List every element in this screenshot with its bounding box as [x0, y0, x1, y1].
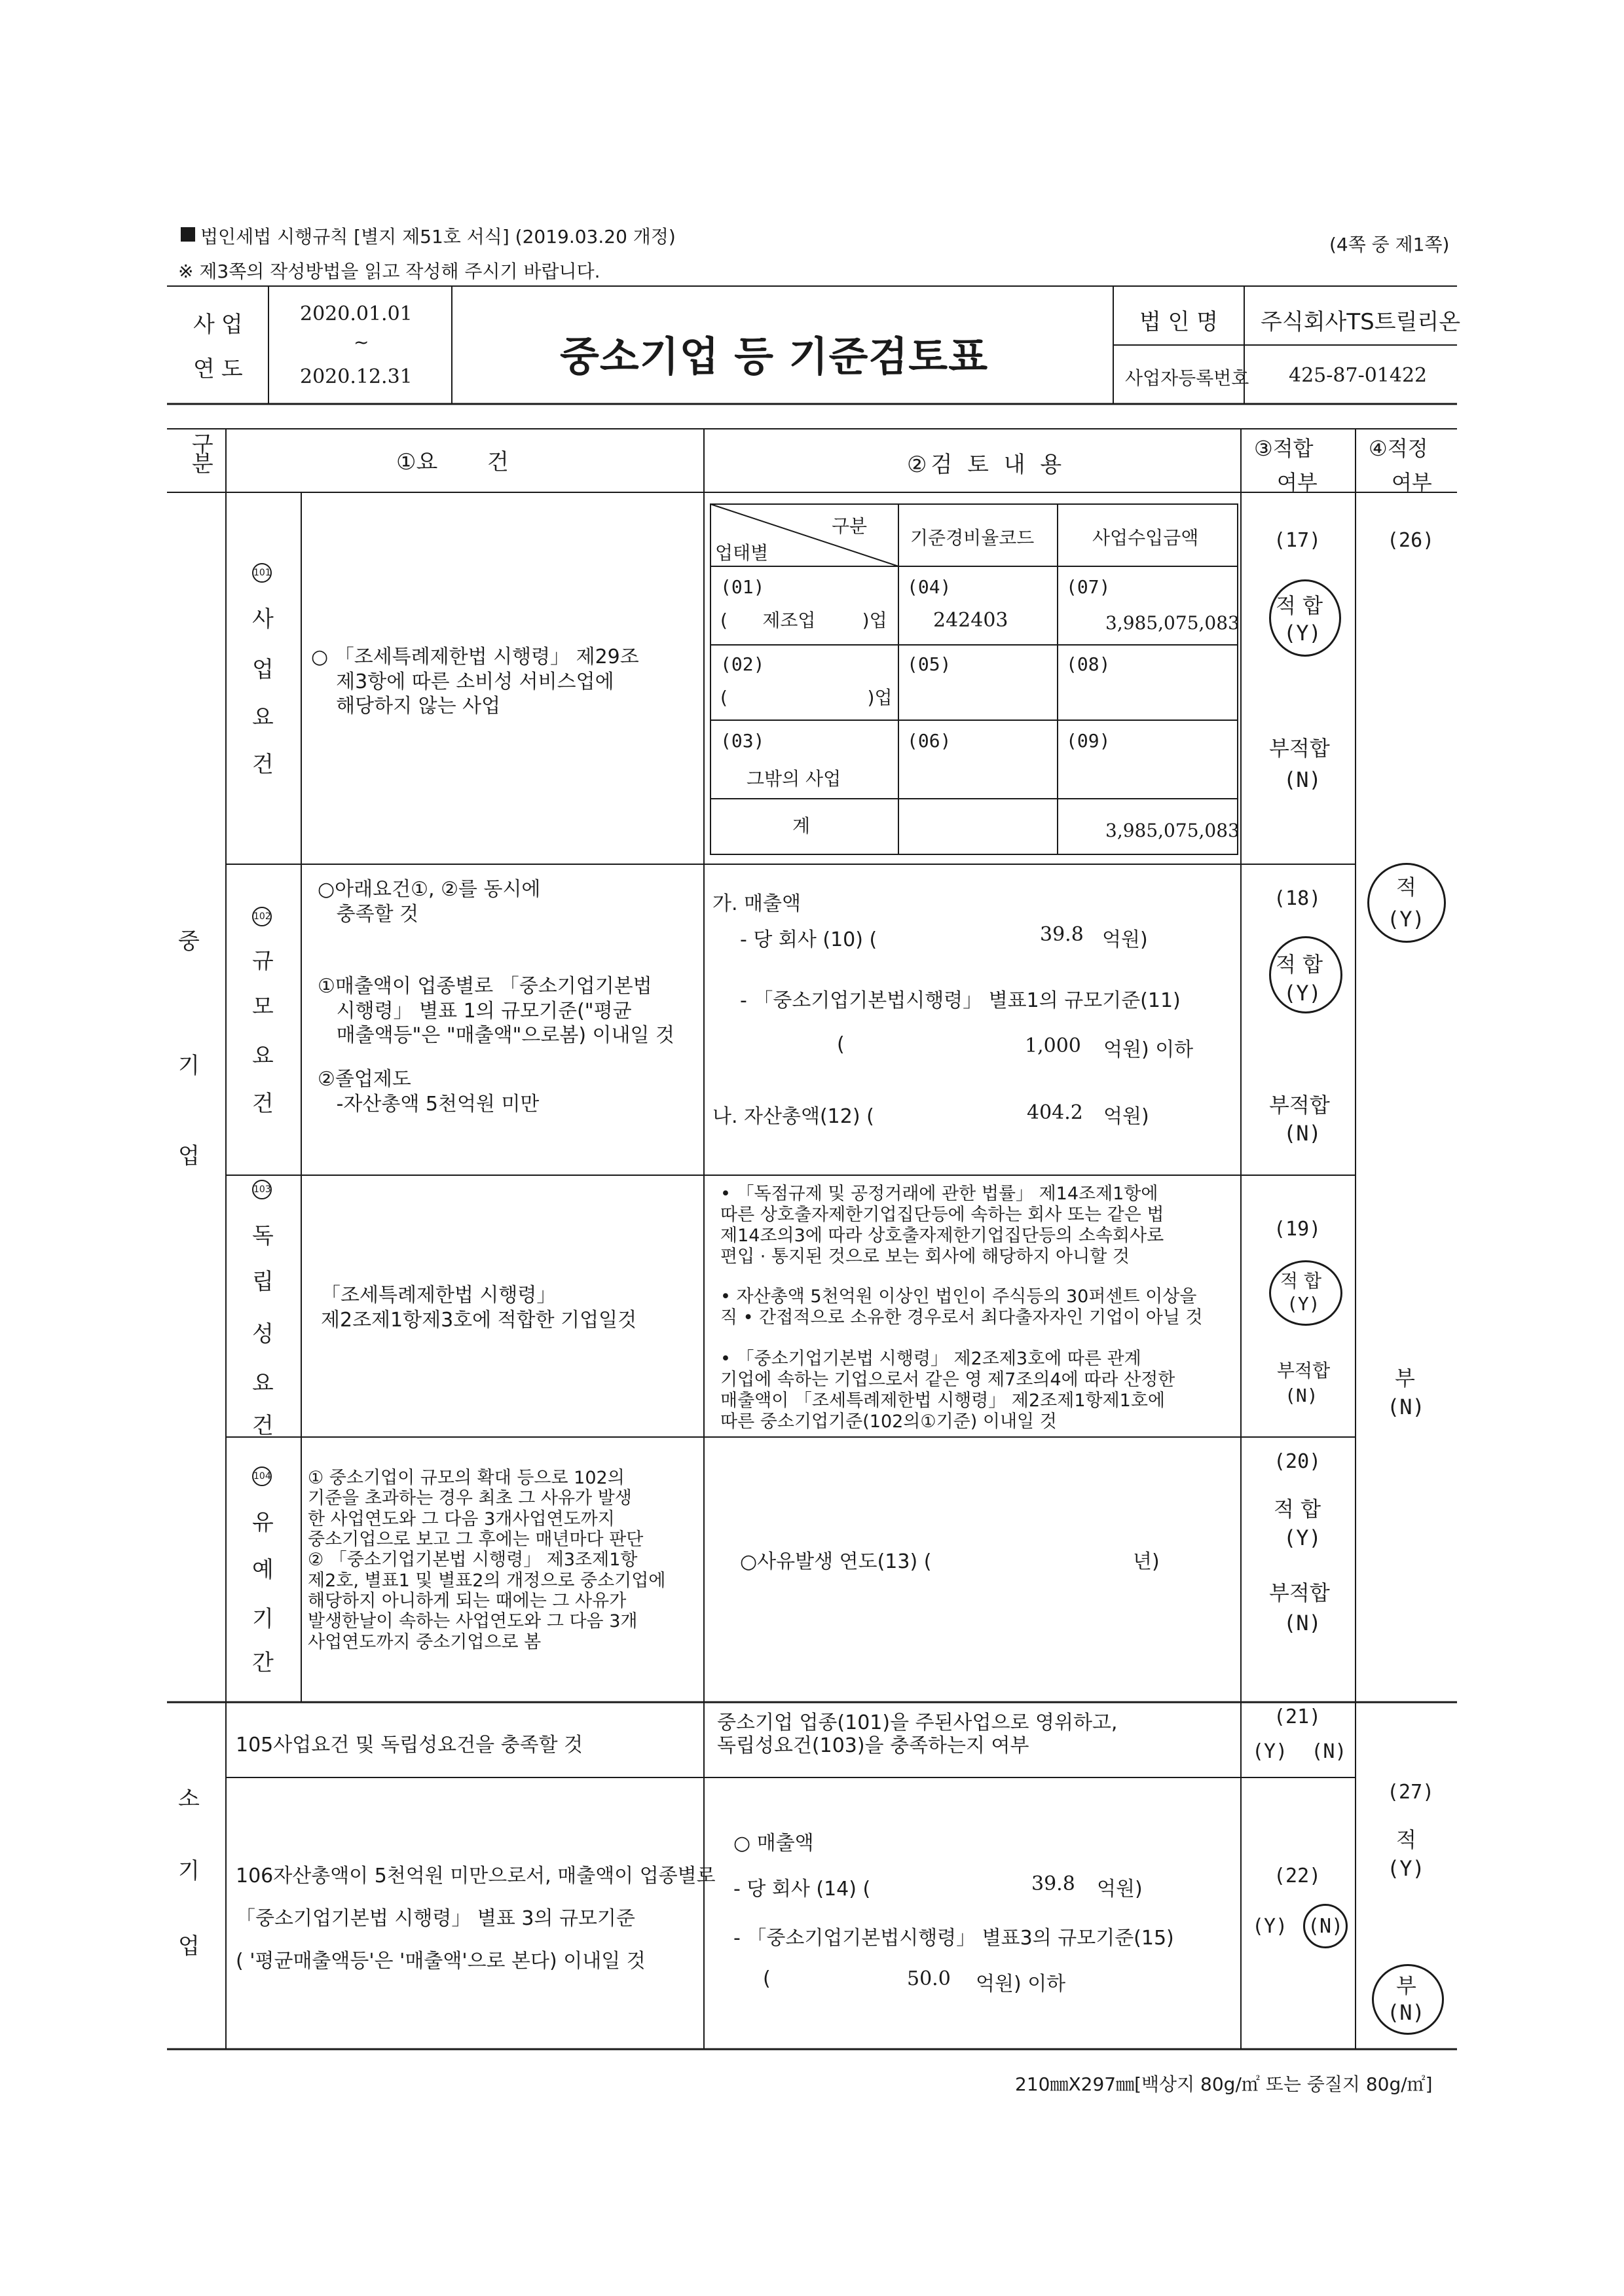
period-to: 2020.12.31 [300, 365, 413, 388]
s103-requirement: 「조세특례제한법 시행령」 제2조제1항제3호에 적합한 기업일것 [321, 1284, 637, 1332]
col-fit: ③적합 [1254, 436, 1314, 461]
s101-row1-no: (01) [720, 576, 765, 598]
s101-row1-rev: 3,985,075,083 [1105, 612, 1240, 634]
corp-name: 주식회사TS트릴리온 [1261, 309, 1461, 335]
s102-req1: ○아래요건①, ②를 동시에 충족할 것 [318, 878, 541, 926]
s103-review2: • 자산총액 5천억원 이상인 법인이 주식등의 30퍼센트 이상을 직 • 간접적으로 소유한 경우로서 최다출자자인 기업이 아닐 것 [720, 1286, 1203, 1328]
s101-row2-rev-no: (08) [1066, 653, 1111, 675]
s104-fit-no: (20) [1274, 1450, 1321, 1473]
s106-eligible-yes-y: (Y) [1387, 1856, 1425, 1881]
s106-rev-company: - 당 회사 (14) ( [733, 1878, 871, 1901]
col-eligible: ④적정 [1369, 436, 1428, 461]
s102-req3: ②졸업제도 -자산총액 5천억원 미만 [318, 1068, 540, 1116]
corp-name-label: 법 인 명 [1139, 309, 1219, 335]
side-sme-3: 업 [178, 1143, 200, 1169]
s101-row2-name: ( )업 [720, 687, 893, 708]
label-year: 연도 [193, 356, 249, 382]
biz-reg-label: 사업자등록번호 [1125, 367, 1249, 389]
s103-fit-no: (19) [1274, 1218, 1321, 1241]
s106-fit-y: (Y) [1252, 1915, 1288, 1938]
col-requirement: ①요 건 [396, 449, 509, 475]
s106-requirement-3: ( '평균매출액등'은 '매출액'으로 본다) 이내일 것 [236, 1950, 646, 1973]
side-small-3: 업 [178, 1933, 200, 1959]
s106-requirement-1: 106자산총액이 5천억원 미만으로서, 매출액이 업종별로 [236, 1865, 716, 1887]
s102-fit-no: (18) [1274, 887, 1321, 910]
s101-row1-rev-no: (07) [1066, 576, 1111, 598]
paper-spec: 210㎜X297㎜[백상지 80g/㎡ 또는 중질지 80g/㎡] [1015, 2073, 1433, 2095]
s105-fit-yn: (Y) (N) [1252, 1740, 1347, 1763]
s101-fit-yes-y: (Y) [1283, 621, 1321, 646]
s102-label-4: 건 [252, 1091, 274, 1117]
s106-fit-n: (N) [1308, 1915, 1344, 1938]
s106-rev-std-value: 50.0 [907, 1967, 951, 1990]
col-fit2: 여부 [1277, 470, 1318, 495]
s103-label-4: 요 [252, 1370, 274, 1396]
s101-eligible-no: (26) [1387, 529, 1435, 552]
side-small-2: 기 [178, 1858, 200, 1884]
badge-104: 104 [252, 1467, 272, 1486]
s102-asset-value: 404.2 [1027, 1101, 1083, 1124]
s106-rev-std-unit: 억원) 이하 [976, 1973, 1066, 1995]
s105-requirement: 105사업요건 및 독립성요건을 충족할 것 [236, 1734, 583, 1757]
s101-th-type: 업태별 [715, 542, 769, 564]
s101-th-revenue: 사업수입금액 [1092, 527, 1199, 549]
s102-label-3: 요 [252, 1043, 274, 1069]
s104-label-2: 예 [252, 1557, 274, 1583]
s105-review: 중소기업 업종(101)을 주된사업으로 영위하고, 독립성요건(103)을 충족하는지 여부 [717, 1711, 1118, 1757]
s102-rev-std: - 「중소기업기본법시행령」 별표1의 규모기준(11) [740, 989, 1181, 1012]
side-small-1: 소 [178, 1786, 200, 1812]
s103-label-1: 독 [252, 1223, 274, 1249]
period-from: 2020.01.01 [300, 302, 413, 325]
col-review: ②검 토 내 용 [907, 452, 1066, 478]
s101-row1-name: ( 제조업 )업 [720, 610, 887, 631]
s102-req2: ①매출액이 업종별로 「중소기업기본법 시행령」 별표 1의 규모기준("평균 매출액등"은 "매출액"으로봄) 이내일 것 [318, 975, 675, 1047]
s104-fit-no-n: (N) [1283, 1611, 1321, 1635]
s101-fit-no-n: (N) [1283, 767, 1321, 792]
s102-eligible-yes-y: (Y) [1387, 907, 1425, 932]
s101-total-label: 계 [792, 815, 811, 837]
s101-row3-code-no: (06) [907, 730, 951, 752]
s104-review-unit: 년) [1133, 1550, 1160, 1573]
s102-rev-std-unit: 억원) 이하 [1103, 1038, 1194, 1061]
s102-asset: 나. 자산총액(12) ( [712, 1105, 874, 1128]
s101-th-gubun: 구분 [832, 515, 868, 537]
s101-label-2: 업 [252, 657, 274, 683]
s102-rev-title: 가. 매출액 [712, 892, 801, 915]
s103-fit-no-label: 부적합 [1277, 1360, 1331, 1381]
s104-fit-yes-y: (Y) [1283, 1525, 1321, 1550]
label-business: 사업 [193, 312, 249, 338]
s103-label-5: 건 [252, 1413, 274, 1439]
s102-rev-company: - 당 회사 (10) ( [740, 928, 877, 951]
period-tilde: ~ [354, 331, 369, 353]
form-reference: 법인세법 시행규칙 [별지 제51호 서식] (2019.03.20 개정) [200, 226, 676, 247]
badge-101: 101 [252, 563, 272, 583]
s104-label-3: 기 [252, 1606, 274, 1632]
s102-fit-yes-y: (Y) [1283, 981, 1321, 1006]
s103-eligible-no-label: 부 [1395, 1366, 1415, 1391]
badge-103: 103 [252, 1180, 272, 1199]
biz-reg-no: 425-87-01422 [1289, 364, 1428, 387]
s106-rev-std-open: ( [763, 1967, 771, 1990]
s103-fit-yes: 적 합 [1280, 1270, 1321, 1292]
s101-label-1: 사 [252, 606, 274, 632]
s103-fit-yes-y: (Y) [1287, 1293, 1320, 1315]
s106-rev-std: - 「중소기업기본법시행령」 별표3의 규모기준(15) [733, 1927, 1174, 1950]
s106-rev-company-unit: 억원) [1097, 1878, 1143, 1901]
s101-row2-no: (02) [720, 653, 765, 675]
col-category [177, 432, 223, 471]
s101-row1-code: 242403 [933, 609, 1008, 632]
s102-asset-unit: 억원) [1103, 1105, 1149, 1128]
s102-rev-std-value: 1,000 [1025, 1034, 1081, 1057]
instruction-note: ※ 제3쪽의 작성방법을 읽고 작성해 주시기 바랍니다. [178, 261, 600, 282]
side-sme-1: 중 [178, 928, 200, 955]
s101-requirement: ○ 「조세특례제한법 시행령」 제29조 제3항에 따른 소비성 서비스업에 해당하지 않는 사업 [311, 646, 639, 718]
badge-102: 102 [252, 907, 272, 926]
s106-fit-no: (22) [1274, 1865, 1321, 1887]
s101-fit-yes: 적 합 [1276, 593, 1323, 618]
s102-label-2: 모 [252, 994, 274, 1020]
s102-rev-company-unit: 억원) [1102, 928, 1148, 951]
s101-row2-code-no: (05) [907, 653, 951, 675]
page-indicator: (4쪽 중 제1쪽) [1329, 234, 1450, 255]
s101-label-3: 요 [252, 704, 274, 731]
col-category-text: 구분 [187, 432, 213, 471]
s102-eligible-yes: 적 [1396, 875, 1416, 900]
s103-eligible-no-n: (N) [1387, 1394, 1425, 1419]
s103-review1: • 「독점규제 및 공정거래에 관한 법률」 제14조제1항에 따른 상호출자제한기업집단등에 속하는 회사 또는 같은 법 제14조의3에 따라 상호출자제한기업집단등의 소속회사로 편입 · 통지된 것으로 보는 회사에 해당하지 아니할 것 [720, 1184, 1164, 1267]
s104-fit-no-label: 부적합 [1269, 1580, 1330, 1605]
s101-row1-code-no: (04) [907, 576, 951, 598]
s101-row3-rev-no: (09) [1066, 730, 1111, 752]
s104-requirement: ① 중소기업이 규모의 확대 등으로 102의 기준을 초과하는 경우 최초 그 사유가 발생 한 사업연도와 그 다음 3개사업연도까지 중소기업으로 보고 그 후에는 매년마다 판단 ② 「중소기업기본법 시행령」 제3조제1항 제2호, 별표1 및 별표2의 개정으로 중소기업에 해당하지 아니하게 되는 때에는 그 사유가 발생한날이 속하는 사업연도와 그 다음 3개 사업연도까지 중소기업으로 봄 [308, 1468, 666, 1652]
s104-review: ○사유발생 연도(13) ( [740, 1550, 932, 1573]
s105-fit-no: (21) [1274, 1705, 1321, 1728]
s102-fit-yes: 적 합 [1276, 952, 1323, 977]
s102-rev-company-value: 39.8 [1040, 923, 1084, 946]
s103-fit-no-n: (N) [1285, 1385, 1318, 1406]
s102-rev-std-open: ( [837, 1033, 845, 1056]
s101-row3-no: (03) [720, 730, 765, 752]
s101-fit-no: (17) [1274, 529, 1321, 552]
s101-row3-name: 그밖의 사업 [747, 768, 841, 790]
s106-rev-title: ○ 매출액 [733, 1832, 814, 1855]
s104-label-4: 간 [252, 1650, 274, 1676]
s101-label-4: 건 [252, 752, 274, 778]
s103-review3: • 「중소기업기본법 시행령」 제2조제3호에 따른 관계 기업에 속하는 기업으로서 같은 영 제7조의4에 따라 산정한 매출액이 「조세특례제한법 시행령」 제2조제1항제1호에 따른 중소기업기준(102의①기준) 이내일 것 [720, 1349, 1175, 1432]
s104-fit-yes: 적 합 [1274, 1497, 1321, 1522]
s106-eligible-no: (27) [1387, 1781, 1435, 1804]
s102-fit-no-label: 부적합 [1269, 1093, 1330, 1118]
col-eligible2: 여부 [1392, 470, 1432, 495]
s101-th-code: 기준경비율코드 [910, 527, 1035, 549]
s103-label-3: 성 [252, 1321, 274, 1347]
s101-total-rev: 3,985,075,083 [1105, 820, 1240, 841]
s106-eligible-no-label: 부 [1396, 1973, 1416, 1998]
s106-requirement-2: 「중소기업기본법 시행령」 별표 3의 규모기준 [236, 1907, 635, 1930]
s103-label-2: 립 [252, 1269, 274, 1295]
s102-fit-no-n: (N) [1283, 1121, 1321, 1146]
s101-fit-no-label: 부적합 [1269, 736, 1330, 761]
s106-eligible-no-n: (N) [1387, 2000, 1425, 2025]
page-title: 중소기업 등 기준검토표 [560, 333, 989, 380]
bullet-square-icon [181, 227, 195, 242]
s104-label-1: 유 [252, 1510, 274, 1536]
side-sme-2: 기 [178, 1053, 200, 1079]
s106-eligible-yes: 적 [1396, 1827, 1416, 1852]
s102-label-1: 규 [252, 948, 274, 974]
s106-rev-company-value: 39.8 [1031, 1872, 1075, 1895]
